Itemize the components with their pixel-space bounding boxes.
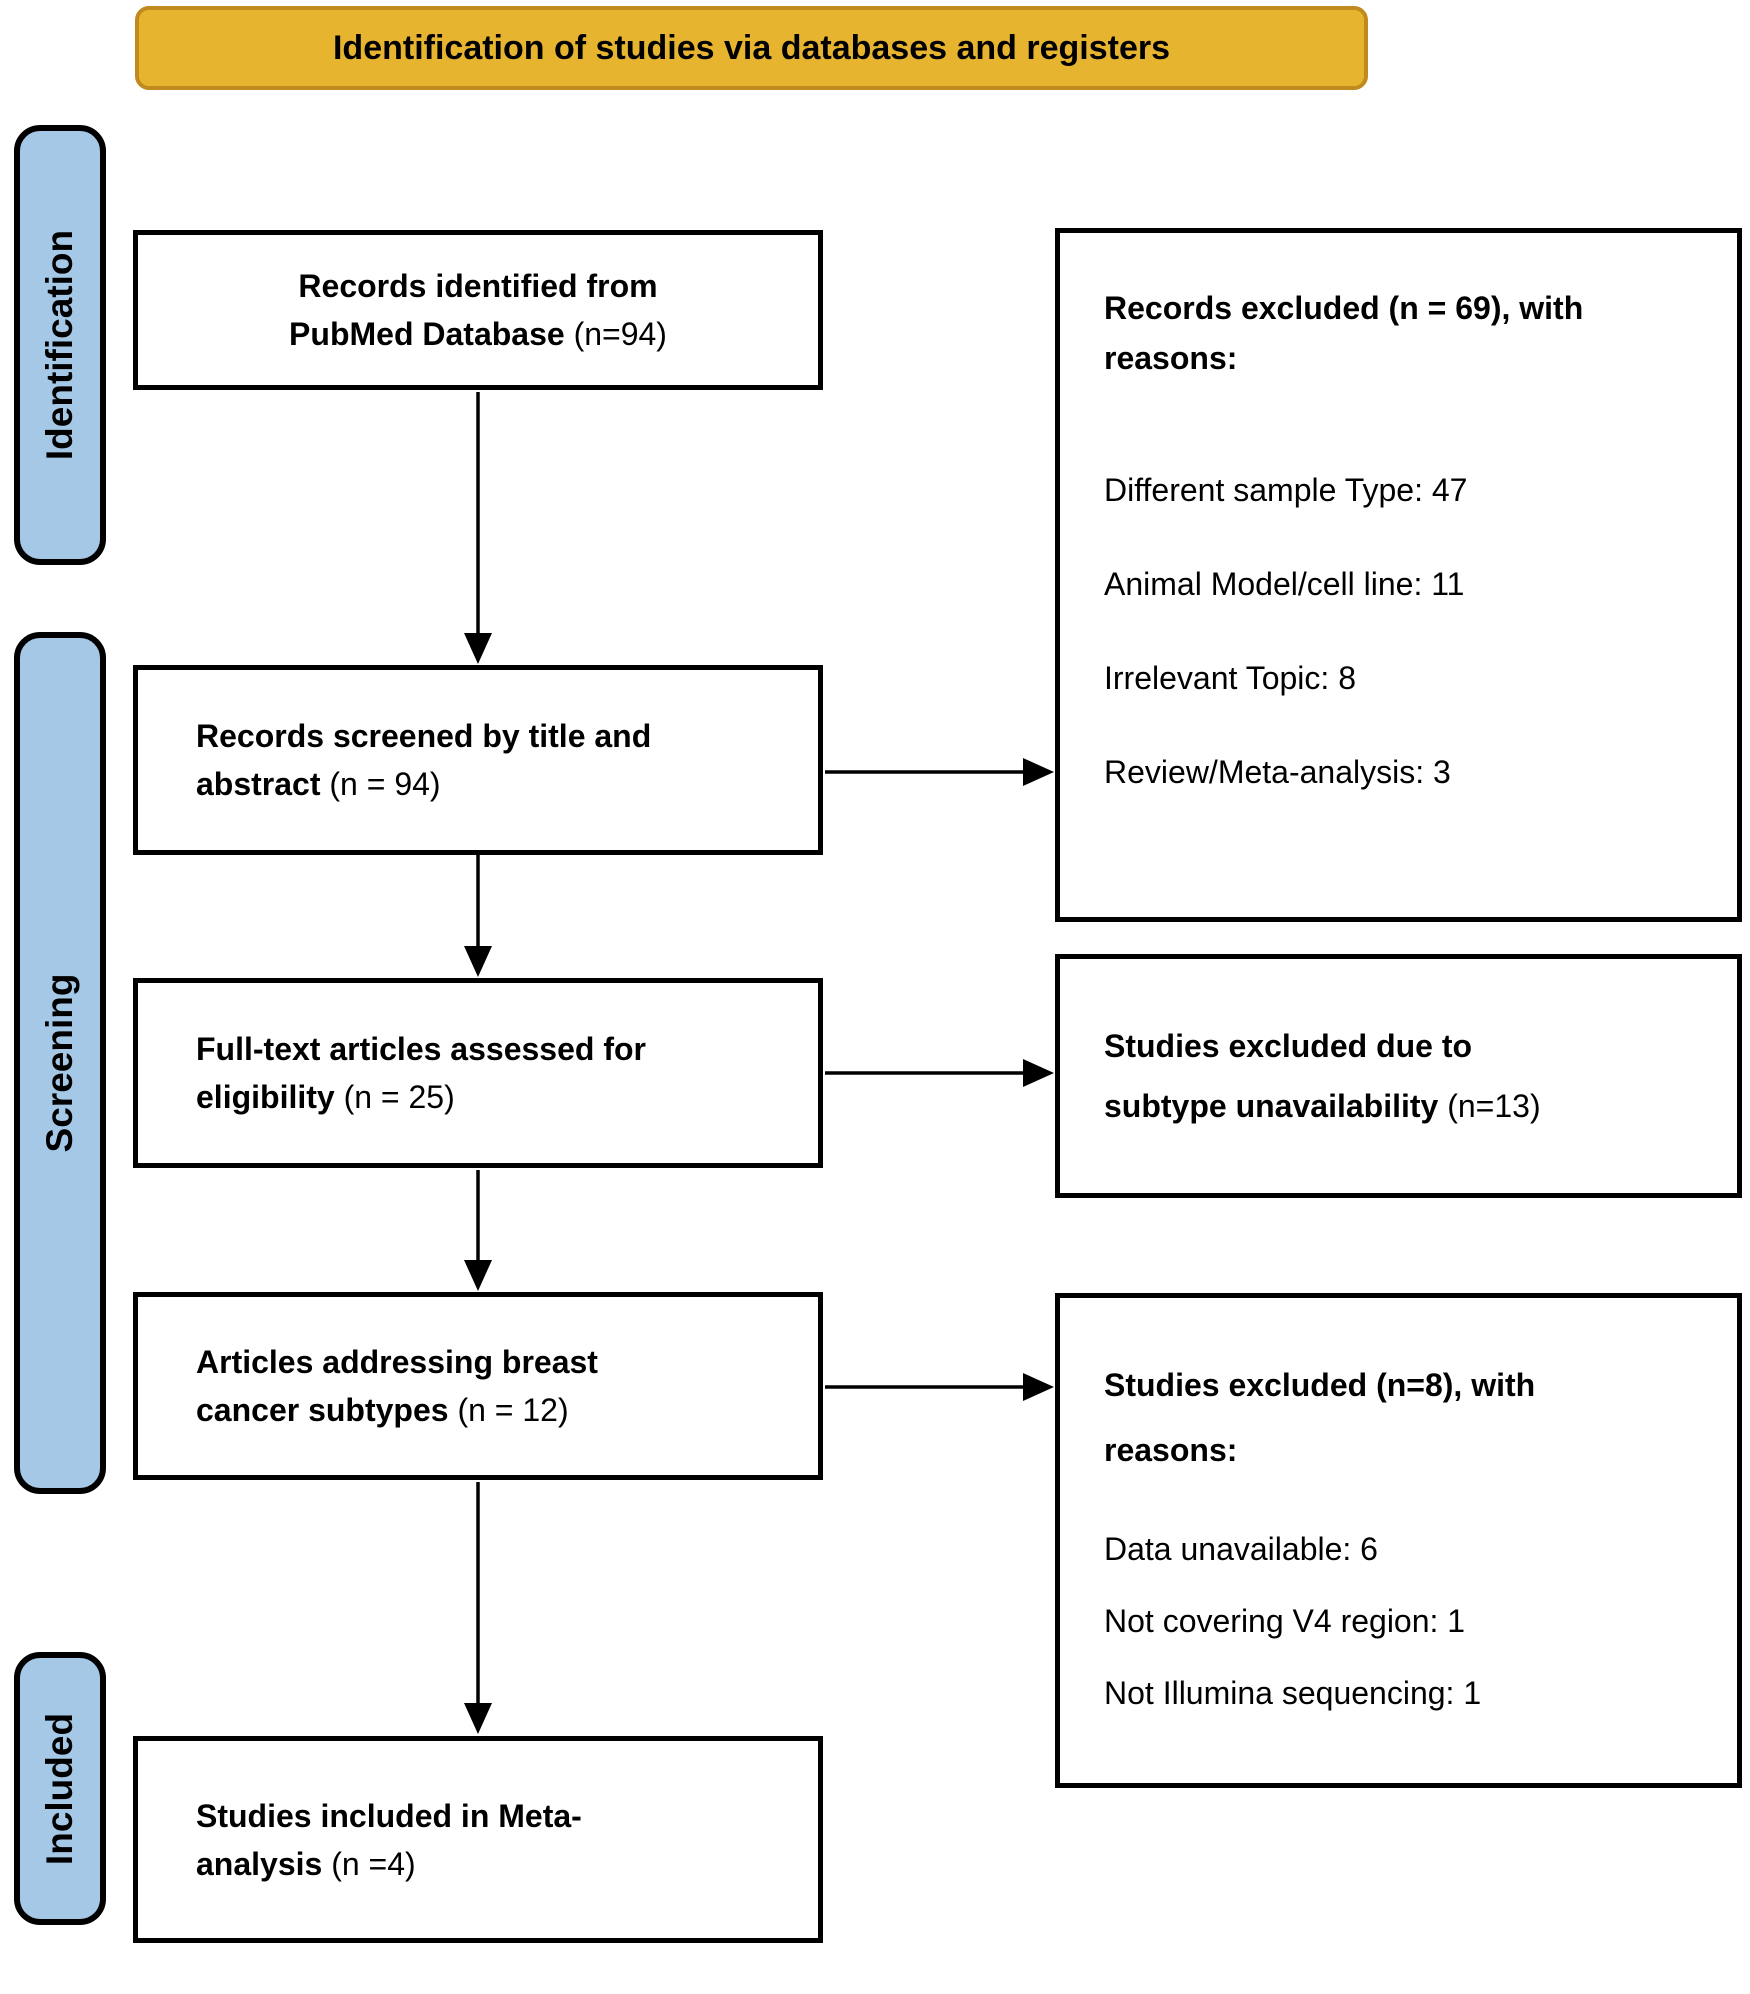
box-articles-subtypes-line2: cancer subtypes (n = 12) bbox=[196, 1392, 569, 1428]
exclusion-reason: Data unavailable: 6 bbox=[1104, 1531, 1378, 1567]
stage-label-screening: Screening bbox=[39, 973, 80, 1153]
box-records-identified-line1: Records identified from bbox=[298, 268, 658, 304]
arrow-screened-to-records-excluded bbox=[825, 758, 1054, 786]
box-records-excluded-title: Records excluded (n = 69), with reasons: bbox=[1104, 290, 1584, 376]
box-studies-included bbox=[133, 1736, 823, 1943]
box-records-screened bbox=[133, 665, 823, 855]
exclusion-reason: Review/Meta-analysis: 3 bbox=[1104, 754, 1451, 790]
stage-bar-screening bbox=[14, 632, 106, 1494]
box-records-screened-line1: Records screened by title and bbox=[196, 718, 652, 754]
box-subtype-unavailability-line1: Studies excluded due to bbox=[1104, 1028, 1473, 1064]
exclusion-reason: Irrelevant Topic: 8 bbox=[1104, 660, 1356, 696]
box-subtype-unavailability-excluded bbox=[1055, 954, 1742, 1198]
exclusion-reason: Animal Model/cell line: 11 bbox=[1104, 566, 1465, 602]
box-records-excluded bbox=[1055, 228, 1742, 922]
exclusion-reason: Different sample Type: 47 bbox=[1104, 472, 1468, 508]
box-records-identified bbox=[133, 230, 823, 390]
arrow-screened-to-fulltext bbox=[464, 855, 492, 977]
box-articles-subtypes bbox=[133, 1292, 823, 1480]
box-records-screened-line2: abstract (n = 94) bbox=[196, 766, 441, 802]
banner-title bbox=[135, 6, 1368, 90]
box-fulltext-assessed-line2: eligibility (n = 25) bbox=[196, 1079, 455, 1115]
exclusion-reason: Not covering V4 region: 1 bbox=[1104, 1603, 1466, 1639]
box-studies-excluded bbox=[1055, 1293, 1742, 1788]
arrow-subtypes-to-included bbox=[464, 1482, 492, 1734]
box-fulltext-assessed-line1: Full-text articles assessed for bbox=[196, 1031, 646, 1067]
stage-label-identification: Identification bbox=[39, 229, 80, 461]
box-studies-included-line1: Studies included in Meta- bbox=[196, 1797, 582, 1834]
box-subtype-unavailability-line2: subtype unavailability (n=13) bbox=[1104, 1088, 1541, 1124]
stage-bar-included bbox=[14, 1652, 106, 1925]
arrow-fulltext-to-subtypes bbox=[464, 1170, 492, 1291]
banner-title-text: Identification of studies via databases and registers bbox=[332, 28, 1171, 67]
stage-bar-identification bbox=[14, 125, 106, 565]
arrow-identified-to-screened bbox=[464, 392, 492, 664]
arrow-subtypes-to-studies-excluded bbox=[825, 1373, 1054, 1401]
exclusion-reason: Not Illumina sequencing: 1 bbox=[1104, 1675, 1482, 1711]
box-articles-subtypes-line1: Articles addressing breast bbox=[196, 1344, 598, 1380]
box-studies-included-line2: analysis (n =4) bbox=[196, 1845, 416, 1882]
box-records-identified-line2: PubMed Database (n=94) bbox=[289, 316, 667, 352]
box-studies-excluded-title: Studies excluded (n=8), with reasons: bbox=[1104, 1367, 1536, 1468]
arrow-fulltext-to-subtype-excluded bbox=[825, 1059, 1054, 1087]
box-fulltext-assessed bbox=[133, 978, 823, 1168]
stage-label-included: Included bbox=[39, 1712, 80, 1865]
